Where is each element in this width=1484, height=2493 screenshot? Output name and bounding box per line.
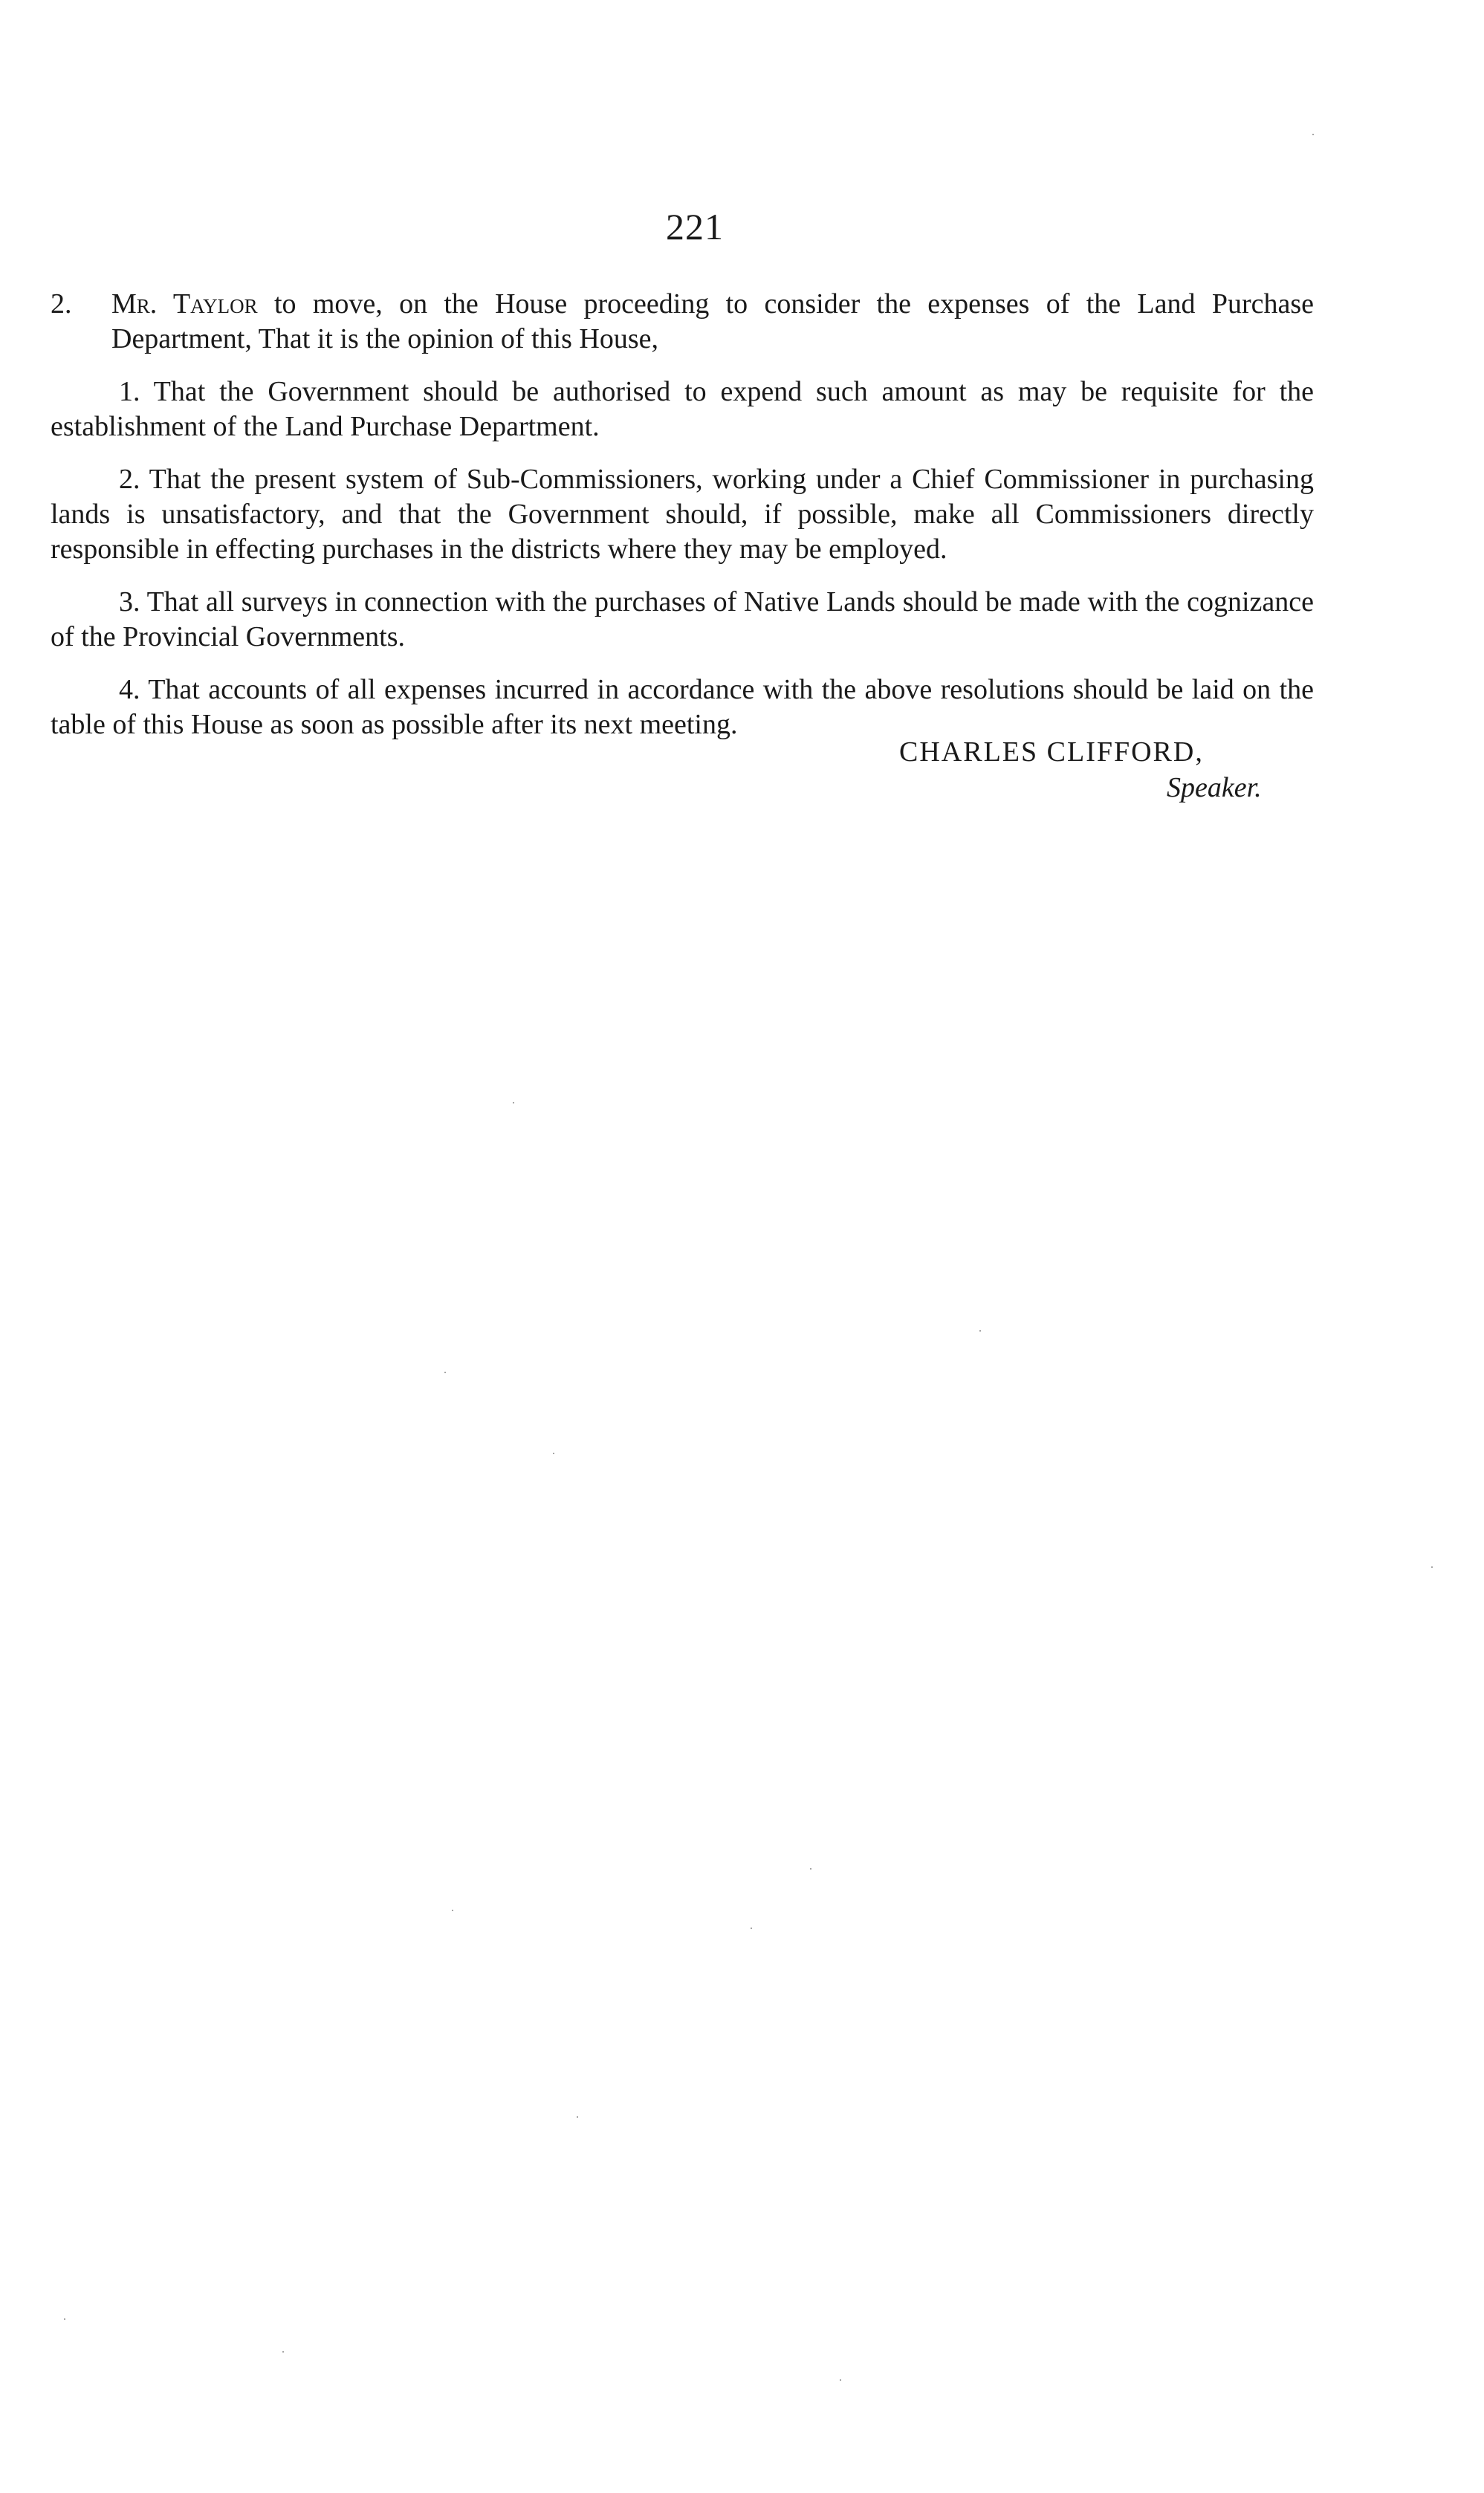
motion-block [51,287,1314,742]
motion-intro: to move, on the House proceeding to consider the expenses of the Land Purchase Department, That it is the opinion of this House, [111,288,1314,354]
scan-speck [513,1102,514,1103]
motion-heading [51,287,1314,357]
scan-speck [979,1330,981,1332]
member-name: Mr. Taylor [111,288,258,320]
page-number: 221 [666,206,724,247]
signatory-title: Speaker. [1167,772,1262,803]
scan-speck [577,2116,578,2118]
scan-speck [444,1372,446,1373]
scan-speck [452,1910,453,1911]
scan-speck [282,2351,284,2353]
scan-speck [751,1928,752,1929]
resolution-1: 1. That the Government should be authorised to expend such amount as may be requisite for the establishment of the Land Purchase Department. [51,376,1314,442]
resolution-2: 2. That the present system of Sub-Commissioners, working under a Chief Commissioner in purchasing lands is unsatisfactory, and that the Government should, if possible, make all Commissioners directly responsible in effecting purchases in the districts where they may be employed. [51,464,1314,565]
resolution-3: 3. That all surveys in connection with the purchases of Native Lands should be made with the cognizance of the Provincial Governments. [51,586,1314,652]
signature-block [899,734,1315,805]
scan-speck [64,2318,65,2320]
resolution-4: 4. That accounts of all expenses incurred in accordance with the above resolutions should be laid on the table of this House as soon as possible after its next meeting. [51,674,1314,740]
signatory-name: CHARLES CLIFFORD, [899,736,1204,768]
scan-speck [840,2379,841,2381]
scan-speck [553,1453,554,1454]
scan-speck [810,1868,811,1870]
scan-speck [1312,134,1314,135]
scan-speck [1431,1566,1433,1568]
motion-number: 2. [51,288,72,320]
